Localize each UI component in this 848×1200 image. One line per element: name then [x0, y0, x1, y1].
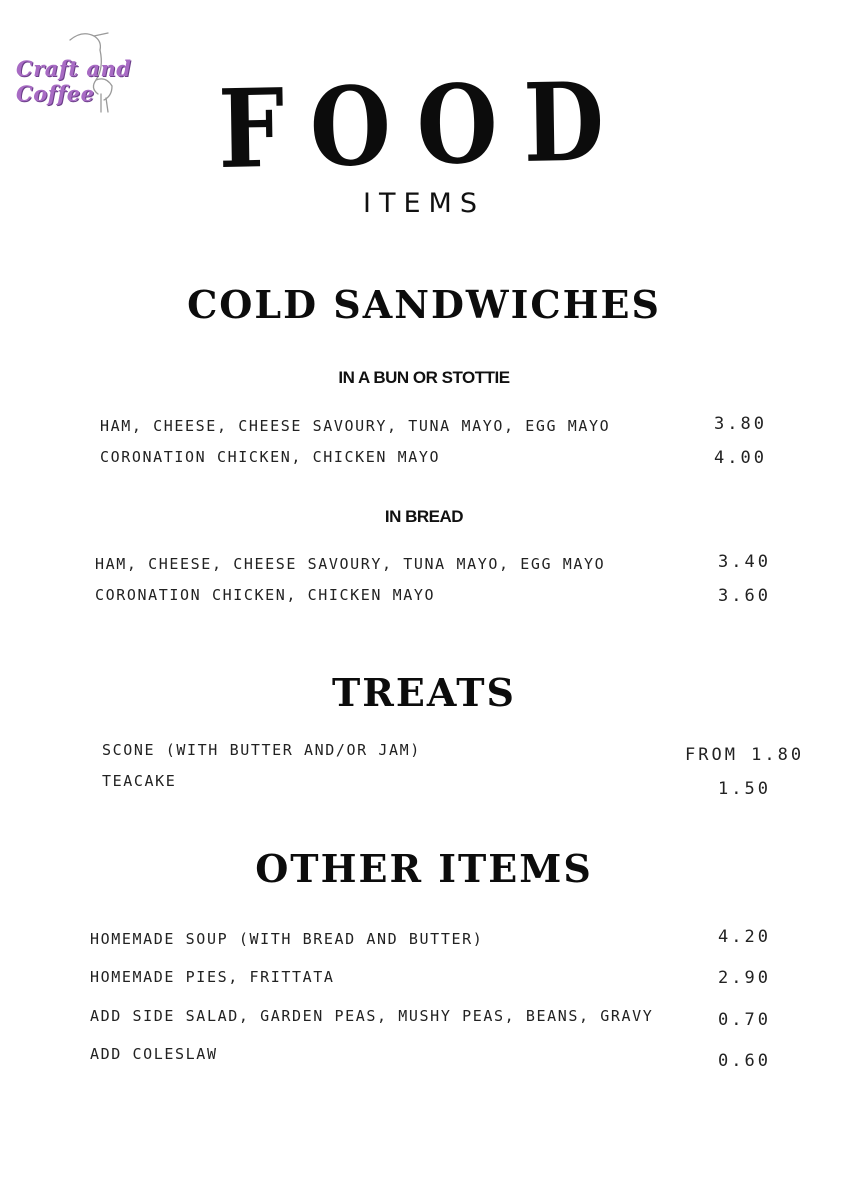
section-title-treats: TREATS — [332, 670, 516, 715]
menu-item-name: SCONE (WITH BUTTER AND/OR JAM) — [102, 741, 421, 759]
menu-item-name: HOMEMADE PIES, FRITTATA — [90, 968, 335, 986]
logo-text: Craft and Coffee — [16, 56, 132, 106]
menu-item-name: HOMEMADE SOUP (WITH BREAD AND BUTTER) — [90, 930, 484, 948]
menu-item-price: 1.50 — [718, 779, 771, 799]
section-title-other-items: OTHER ITEMS — [255, 846, 593, 891]
menu-item-price: 3.60 — [718, 586, 771, 606]
section-title-cold-sandwiches: COLD SANDWICHES — [187, 282, 661, 327]
menu-item-price: 4.00 — [714, 448, 767, 468]
menu-item-name: HAM, CHEESE, CHEESE SAVOURY, TUNA MAYO, EGG MAYO — [100, 417, 611, 435]
menu-item-name: TEACAKE — [102, 772, 177, 790]
menu-item-price: 2.90 — [718, 968, 771, 988]
subheading-bun: IN A BUN OR STOTTIE — [338, 368, 510, 387]
menu-item-price: 3.80 — [714, 414, 767, 434]
menu-item-name: CORONATION CHICKEN, CHICKEN MAYO — [95, 586, 436, 604]
menu-item-price: FROM 1.80 — [685, 745, 805, 765]
page-title: FOOD — [217, 58, 631, 194]
menu-item-name: ADD COLESLAW — [90, 1045, 218, 1063]
menu-item-price: 3.40 — [718, 552, 771, 572]
menu-item-name: CORONATION CHICKEN, CHICKEN MAYO — [100, 448, 441, 466]
menu-item-price: 0.70 — [718, 1010, 771, 1030]
menu-item-price: 4.20 — [718, 927, 771, 947]
menu-item-price: 0.60 — [718, 1051, 771, 1071]
page-subtitle: ITEMS — [363, 188, 485, 219]
subheading-bread: IN BREAD — [384, 507, 464, 526]
menu-item-name: HAM, CHEESE, CHEESE SAVOURY, TUNA MAYO, EGG MAYO — [95, 555, 606, 573]
menu-item-name: ADD SIDE SALAD, GARDEN PEAS, MUSHY PEAS, BEANS, GRAVY — [90, 1007, 654, 1025]
